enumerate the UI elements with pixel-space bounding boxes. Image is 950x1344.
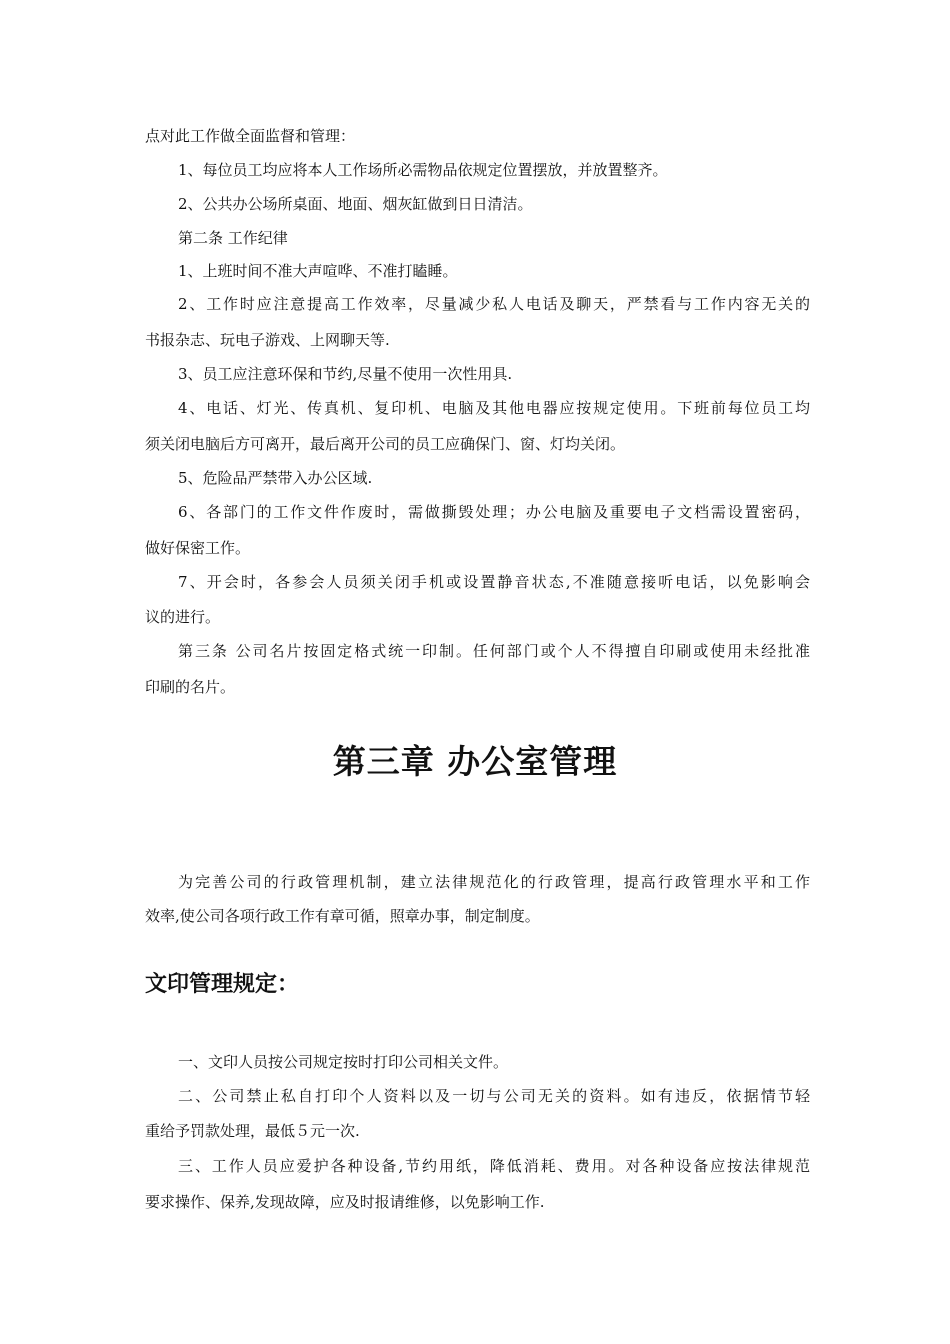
- paragraph-line: 印刷的名片。: [145, 678, 236, 696]
- paragraph-line: 4、电话、灯光、传真机、复印机、电脑及其他电器应按规定使用。下班前每位员工均: [178, 399, 810, 417]
- intro-line: 为完善公司的行政管理机制，建立法律规范化的行政管理，提高行政管理水平和工作: [178, 873, 810, 891]
- paragraph-line: 书报杂志、玩电子游戏、上网聊天等.: [145, 331, 390, 349]
- paragraph-line: 做好保密工作。: [145, 539, 251, 557]
- paragraph-line: 5、危险品严禁带入办公区域.: [178, 469, 373, 487]
- chapter-title: 第三章 办公室管理: [332, 742, 618, 781]
- paragraph-line: 6、各部门的工作文件作废时，需做撕毁处理；办公电脑及重要电子文档需设置密码，: [178, 503, 810, 521]
- article-heading: 第三条 公司名片按固定格式统一印制。任何部门或个人不得擅自印刷或使用未经批准: [178, 642, 810, 660]
- paragraph-line: 2、公共办公场所桌面、地面、烟灰缸做到日日清洁。: [178, 195, 533, 213]
- paragraph-line: 7、开会时，各参会人员须关闭手机或设置静音状态,不准随意接听电话，以免影响会: [178, 573, 810, 591]
- paragraph-line: 须关闭电脑后方可离开，最后离开公司的员工应确保门、窗、灯均关闭。: [145, 435, 626, 453]
- intro-line: 效率,使公司各项行政工作有章可循，照章办事，制定制度。: [145, 907, 540, 925]
- section-line: 一、文印人员按公司规定按时打印公司相关文件。: [178, 1053, 509, 1071]
- section-title: 文印管理规定：: [145, 972, 300, 997]
- section-line: 三、工作人员应爱护各种设备,节约用纸，降低消耗、费用。对各种设备应按法律规范: [178, 1157, 810, 1175]
- paragraph-line: 议的进行。: [145, 608, 221, 626]
- article-heading: 第二条 工作纪律: [178, 229, 288, 247]
- paragraph-line: 1、上班时间不准大声喧哗、不准打瞌睡。: [178, 262, 458, 280]
- paragraph-line: 3、员工应注意环保和节约,尽量不使用一次性用具.: [178, 365, 513, 383]
- paragraph-line: 2、工作时应注意提高工作效率，尽量减少私人电话及聊天，严禁看与工作内容无关的: [178, 295, 810, 313]
- section-line: 要求操作、保养,发现故障，应及时报请维修，以免影响工作.: [145, 1193, 545, 1211]
- section-line: 重给予罚款处理，最低５元一次.: [145, 1122, 360, 1140]
- paragraph-line: 点对此工作做全面监督和管理：: [145, 127, 356, 145]
- section-line: 二、公司禁止私自打印个人资料以及一切与公司无关的资料。如有违反，依据情节轻: [178, 1087, 810, 1105]
- paragraph-line: 1、每位员工均应将本人工作场所必需物品依规定位置摆放，并放置整齐。: [178, 161, 668, 179]
